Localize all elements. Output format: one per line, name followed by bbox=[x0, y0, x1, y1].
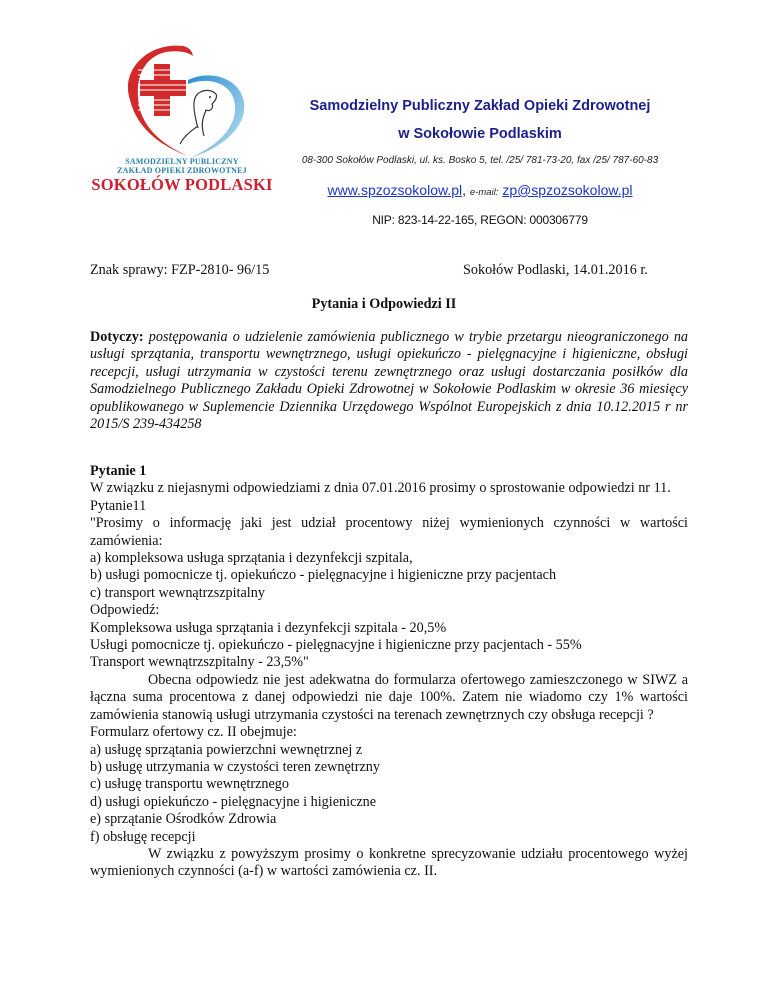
quoted-answer: Transport wewnątrzszpitalny - 23,5%" bbox=[90, 654, 309, 671]
form-item: f) obsługę recepcji bbox=[90, 828, 196, 845]
organization-contact bbox=[270, 182, 690, 198]
form-label: Formularz ofertowy cz. II obejmuje: bbox=[90, 724, 297, 741]
quoted-item: c) transport wewnątrzszpitalny bbox=[90, 584, 265, 601]
quoted-answer-label: Odpowiedź: bbox=[90, 602, 160, 619]
form-item: a) usługę sprzątania powierzchni wewnętrznej z bbox=[90, 741, 363, 758]
logo-caption bbox=[88, 157, 276, 194]
organization-address: 08-300 Sokołów Podlaski, ul. ks. Bosko 5, tel. /25/ 781-73-20, fax /25/ 787-60-83 bbox=[301, 155, 659, 166]
form-item: c) usługę transportu wewnętrznego bbox=[90, 776, 289, 793]
separator-comma: , bbox=[462, 182, 470, 198]
logo-caption-line1: SAMODZIELNY PUBLICZNY bbox=[125, 157, 239, 166]
case-number: Znak sprawy: FZP-2810- 96/15 bbox=[90, 262, 270, 278]
quoted-answer: Kompleksowa usługa sprzątania i dezynfekcji szpitala - 20,5% bbox=[90, 619, 447, 636]
email-link[interactable]: zp@spzozsokolow.pl bbox=[502, 182, 633, 198]
quoted-question-label: Pytanie11 bbox=[90, 497, 147, 514]
red-cross-icon bbox=[138, 64, 188, 116]
document-title: Pytania i Odpowiedzi II bbox=[311, 296, 457, 312]
email-label: e-mail: bbox=[469, 187, 499, 198]
organization-tax-ids: NIP: 823-14-22-165, REGON: 000306779 bbox=[372, 213, 588, 227]
question-1-heading: Pytanie 1 bbox=[90, 463, 147, 479]
quoted-item: a) kompleksowa usługa sprzątania i dezynfekcji szpitala, bbox=[90, 550, 413, 567]
question-1-request: W związku z powyższym prosimy o konkretne sprecyzowanie udziału procentowego wyżej wymienionych czynności (a-f) w wartości zamówienia cz. II. bbox=[90, 845, 688, 880]
quoted-answer: Usługi pomocnicze tj. opiekuńczo - pielęgnacyjne i higieniczne przy pacjentach - 55% bbox=[90, 637, 582, 654]
subject-text: postępowania o udzielenie zamówienia publicznego w trybie przetargu nieograniczonego na usługi sprzątania, transportu wewnętrznego, usługi opiekuńczo - pielęgnacyjne i higieniczne, obsługi recepcji, usługi utrzymania w czystości terenu zewnętrznego oraz usługi dostarczania posiłków dla Samodzielnego Publicznego Zakładu Opieki Zdrowotnej w Sokołowie Podlaskim w okresie 36 miesięcy opublikowanego w Suplemencie Dziennika Urzędowego Wspólnot Europejskich z dnia 10.12.2015 r nr 2015/S 239-434258 bbox=[90, 329, 689, 433]
quoted-question: "Prosimy o informację jaki jest udział procentowy niżej wymienionych czynności w wartości zamówienia: bbox=[90, 515, 688, 549]
quoted-item: b) usługi pomocnicze tj. opiekuńczo - pielęgnacyjne i higieniczne przy pacjentach bbox=[90, 567, 557, 584]
bird-outline bbox=[180, 90, 217, 144]
question-1-comment: Obecna odpowiedz nie jest adekwatna do formularza ofertowego zamieszczonego w SIWZ a łączna suma procentowa z danej odpowiedzi nie daje 100%. Zatem nie wiadomo czy 1% wartości zamówienia stanowią usługi utrzymania czystości na terenach zewnętrznych czy obsługa recepcji ? bbox=[90, 671, 688, 723]
form-item: d) usługi opiekuńczo - pielęgnacyjne i higieniczne bbox=[90, 793, 377, 810]
place-and-date: Sokołów Podlaski, 14.01.2016 r. bbox=[463, 262, 648, 278]
subject-paragraph bbox=[90, 329, 688, 433]
website-link[interactable]: www.spzozsokolow.pl bbox=[327, 182, 463, 198]
question-1-section bbox=[90, 463, 688, 881]
heart-red-cross-bird-logo-icon bbox=[118, 40, 273, 165]
logo-caption-city: SOKOŁÓW PODLASKI bbox=[91, 175, 273, 194]
heart-blue-arc bbox=[188, 75, 244, 158]
logo-caption-line2: ZAKŁAD OPIEKI ZDROWOTNEJ bbox=[117, 166, 247, 175]
form-item: b) usługę utrzymania w czystości teren zewnętrzny bbox=[90, 758, 380, 775]
subject-label: Dotyczy: bbox=[90, 329, 144, 345]
organization-city: w Sokołowie Podlaskim bbox=[398, 126, 562, 142]
question-1-intro: W związku z niejasnymi odpowiedziami z dnia 07.01.2016 prosimy o sprostowanie odpowiedzi nr 11. bbox=[90, 480, 671, 497]
organization-name: Samodzielny Publiczny Zakład Opieki Zdrowotnej bbox=[309, 98, 651, 114]
form-item: e) sprzątanie Ośrodków Zdrowia bbox=[90, 811, 277, 828]
